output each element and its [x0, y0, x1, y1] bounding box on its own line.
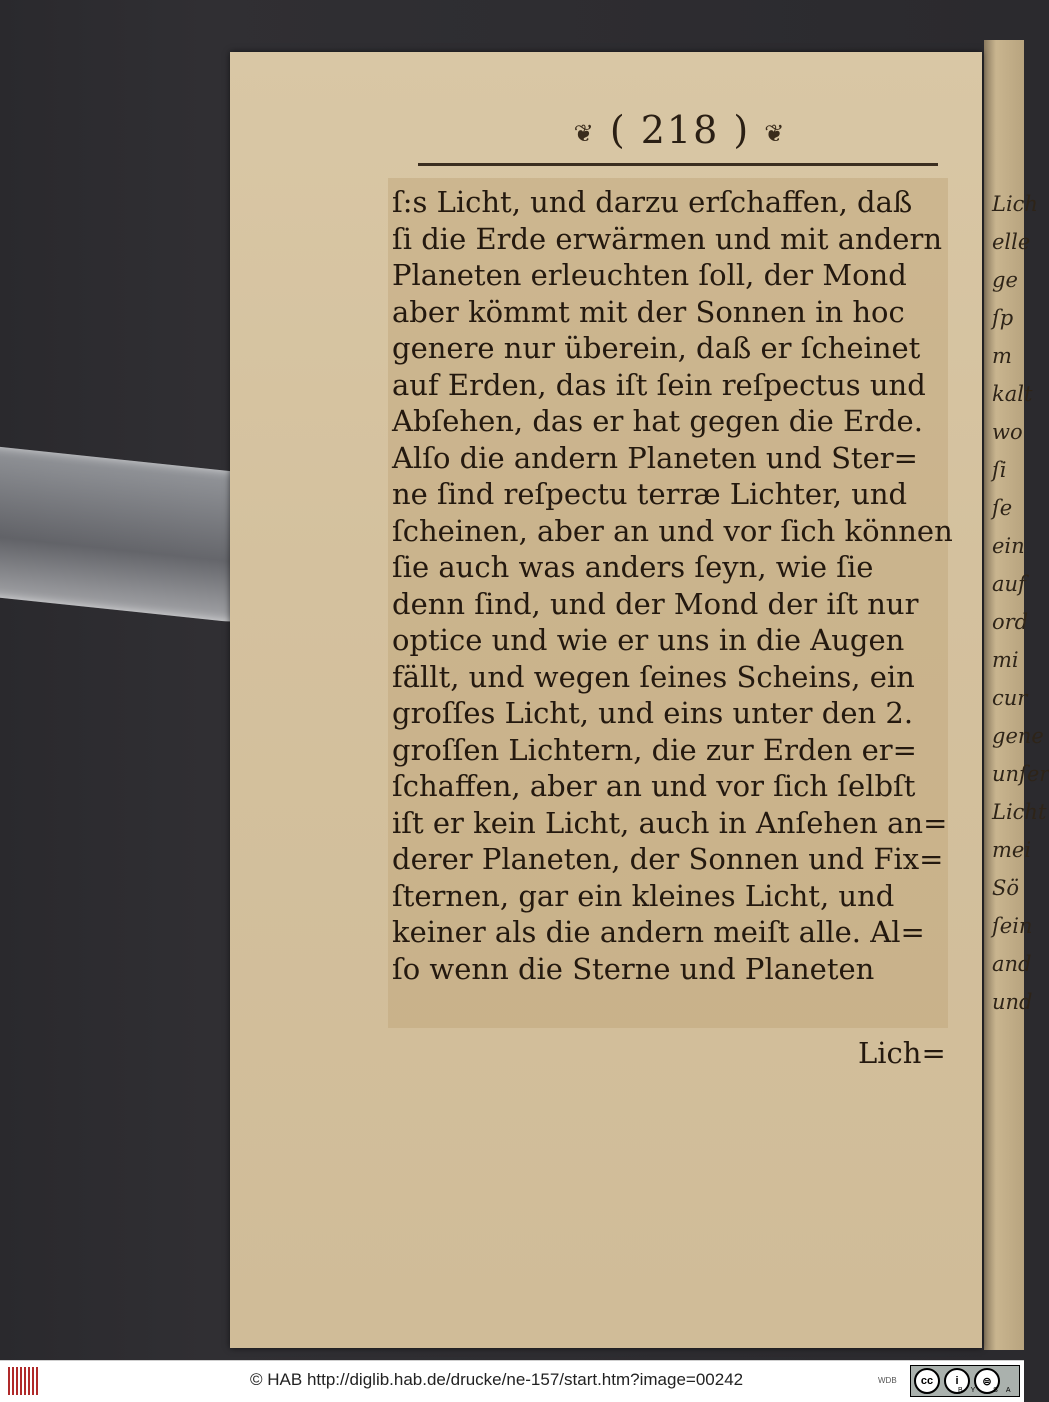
viewer-footer	[0, 1360, 1024, 1402]
facing-page-fragment: ein	[992, 534, 1025, 558]
hab-logo-icon	[8, 1367, 38, 1395]
text-line: fällt, und wegen ſeines Scheins, ein	[392, 659, 915, 694]
text-line: ſternen, gar ein kleines Licht, und	[392, 878, 895, 913]
facing-page-fragment: mi	[992, 648, 1019, 672]
facing-page-fragment: ſp	[992, 306, 1014, 330]
text-line: iſt er kein Licht, auch in Anſehen an=	[392, 805, 948, 840]
facing-page-fragment: ſe	[992, 496, 1013, 520]
catchword: Lich=	[858, 1036, 946, 1070]
text-line: genere nur überein, daß er ſcheinet	[392, 331, 921, 365]
facing-page-fragment: wo	[992, 420, 1023, 444]
text-line: ſ:s Licht, und darzu erſchaffen, daß	[392, 185, 913, 219]
facing-page-fragment: m	[992, 344, 1012, 368]
share-alike-icon: ⊜	[974, 1368, 1000, 1394]
facing-page-fragment: Lich	[992, 192, 1038, 216]
text-line: Planeten erleuchten ſoll, der Mond	[392, 258, 907, 292]
text-line: derer Planeten, der Sonnen und Fix=	[392, 842, 944, 876]
text-line: ſo wenn die Sterne und Planeten	[392, 951, 875, 986]
text-line: groſſes Licht, und eins unter den 2.	[392, 696, 914, 730]
page-header	[530, 108, 830, 158]
text-line: auf Erden, das iſt ſein reſpectus und	[392, 367, 926, 402]
ornament-left-icon: ❦	[573, 119, 596, 148]
facing-page-fragment: unſer	[992, 762, 1049, 786]
text-line: ſie auch was anders ſeyn, wie ſie	[392, 550, 874, 584]
header-rule	[418, 163, 938, 166]
facing-page-fragment: ord	[992, 610, 1029, 634]
facing-page-text	[992, 185, 1049, 1021]
text-line: aber kömmt mit der Sonnen in hoc	[392, 294, 905, 329]
facing-page-fragment: Sö	[992, 876, 1020, 900]
text-line: keiner als die andern meiſt alle. Al=	[392, 915, 925, 949]
source-url-link[interactable]: http://diglib.hab.de/drucke/ne-157/start.htm?image=00242	[306, 1370, 744, 1389]
facing-page-fragment: Licht	[992, 800, 1047, 824]
facing-page-fragment: and	[992, 952, 1032, 976]
facing-page-fragment: mei	[992, 838, 1032, 862]
text-line: optice und wie er uns in die Augen	[392, 623, 905, 657]
facing-page-fragment: auf	[992, 572, 1026, 596]
footer-credit	[250, 1370, 743, 1390]
text-line: groſſen Lichtern, die zur Erden er=	[392, 732, 917, 767]
wdb-mark: WDB	[878, 1376, 897, 1385]
cc-license-label: BY SA	[958, 1387, 1019, 1394]
facing-page-fragment: ſi	[992, 458, 1007, 482]
copyright-text: © HAB	[250, 1370, 303, 1389]
text-line: ne ſind reſpectu terræ Lichter, und	[392, 477, 908, 511]
text-line: ſchaffen, aber an und vor ſich ſelbſt	[392, 769, 916, 803]
text-line: Abſehen, das er hat gegen die Erde.	[392, 404, 923, 438]
body-text	[392, 184, 953, 987]
facing-page-fragment: cur	[992, 686, 1028, 710]
text-line: Alſo die andern Planeten und Ster=	[392, 440, 918, 475]
page-number: ( 218 )	[609, 108, 751, 152]
text-line: denn ſind, und der Mond der iſt nur	[392, 586, 919, 621]
facing-page-fragment: gene	[992, 724, 1044, 748]
facing-page-fragment: ſein	[992, 914, 1033, 938]
facing-page-fragment: elle	[992, 230, 1031, 254]
attribution-icon: i	[944, 1368, 970, 1394]
cc-icon: cc	[914, 1368, 940, 1394]
text-line: ſcheinen, aber an und vor ſich können	[392, 513, 953, 548]
facing-page-fragment: ge	[992, 268, 1018, 292]
facing-page-fragment: und	[992, 990, 1033, 1014]
ornament-right-icon: ❦	[764, 119, 787, 148]
text-line: ſi die Erde erwärmen und mit andern	[392, 221, 942, 256]
facing-page-fragment: kalt	[992, 382, 1033, 406]
